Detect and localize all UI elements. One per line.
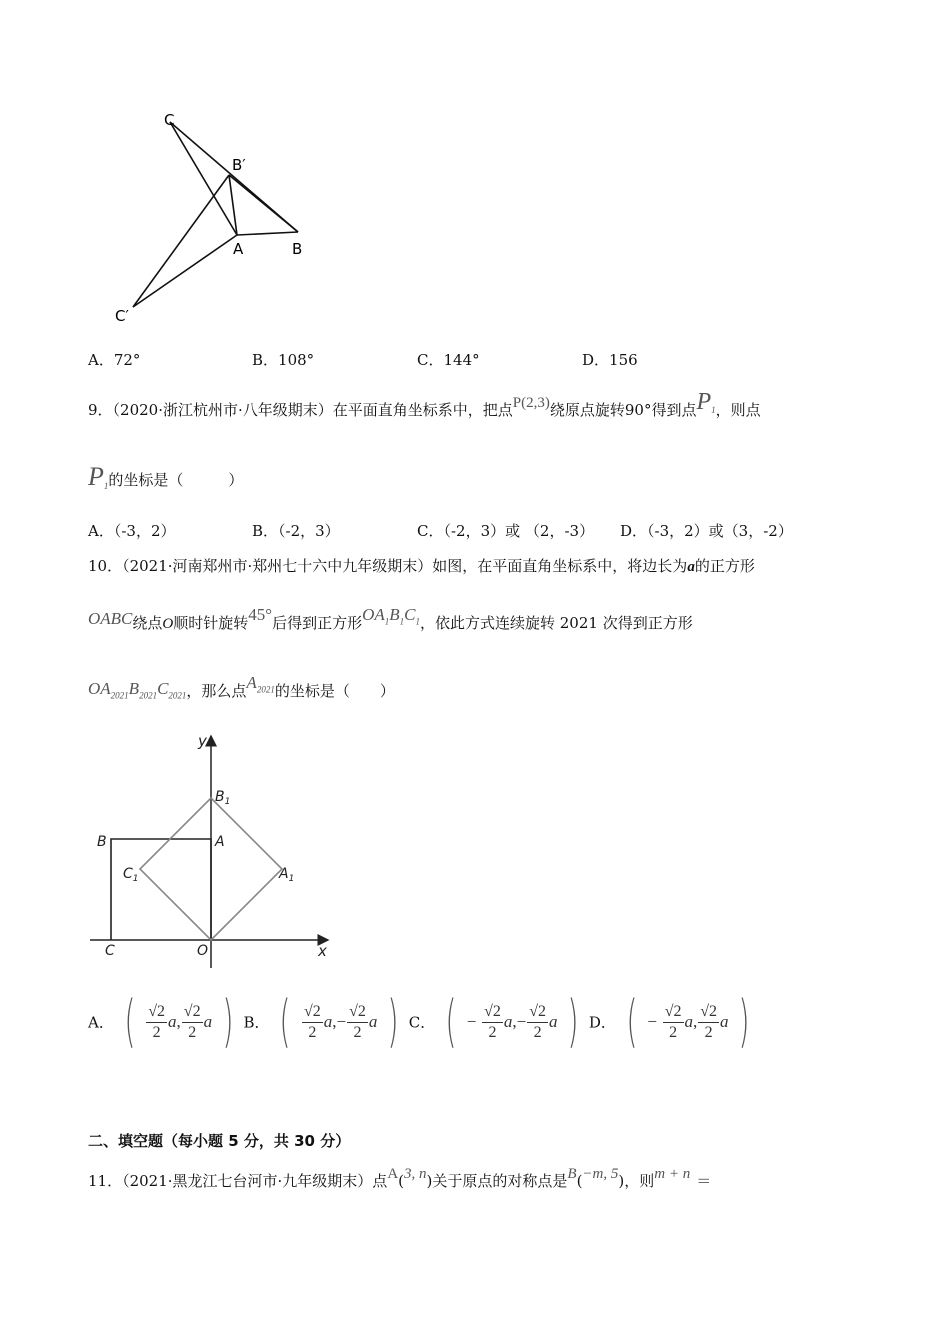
label-o: O: [197, 943, 209, 959]
label-b1: $B_1$: [215, 789, 231, 807]
square-oa2021b2021c2021: [88, 679, 187, 701]
left-paren-icon: (: [279, 989, 291, 1054]
denominator: 2: [488, 1023, 497, 1041]
sign: −: [466, 1012, 477, 1031]
q8-option-b: [252, 349, 314, 370]
denominator: 2: [152, 1023, 161, 1041]
point-a-coords: 3, n: [404, 1166, 427, 1182]
option-text: （-2，3）: [278, 522, 340, 540]
subscript: 2021: [256, 684, 275, 695]
option-letter: A．: [88, 351, 114, 369]
variable-a: a: [203, 1012, 213, 1031]
point-o: O: [162, 616, 174, 632]
section-2-heading: 二、填空题（每小题 5 分，共 30 分）: [88, 1132, 351, 1150]
question-text: 绕点: [132, 614, 163, 632]
q8-option-c: [417, 349, 480, 370]
q9-stem-line-2: [88, 462, 243, 492]
denominator: 2: [669, 1023, 678, 1041]
q9-stem-line-1: [88, 389, 761, 422]
sign: −: [336, 1012, 347, 1031]
option-letter: B．: [243, 1013, 270, 1032]
option-letter: C．: [417, 351, 444, 369]
square-oa1b1c1: [362, 605, 420, 627]
right-paren-icon: ): [738, 989, 750, 1054]
question-source-text: （2020·浙江杭州市·八年级期末）在平面直角坐标系中，把点: [112, 401, 513, 419]
variable-a: a: [503, 1012, 513, 1031]
subscript: 1: [415, 616, 420, 627]
equals-sign: ＝: [696, 1172, 712, 1190]
point-b-coords: −m, 5: [582, 1166, 619, 1182]
point-p1: P: [88, 462, 104, 491]
option-letter: C．: [408, 1013, 436, 1032]
comma: ,: [176, 1012, 181, 1031]
question-8-figure: [100, 100, 330, 330]
subscript: 1: [399, 616, 405, 627]
paren: ): [426, 1172, 433, 1190]
label-a: A: [233, 240, 244, 258]
question-text: 后得到正方形: [272, 614, 363, 632]
label-x: x: [318, 942, 327, 960]
fraction: [182, 1002, 203, 1043]
segment-cprime-bprime: [133, 175, 229, 307]
label-b: B: [292, 240, 303, 258]
option-text: 72°: [113, 351, 141, 369]
question-text: ，则点: [715, 401, 761, 419]
q10-options: [88, 989, 755, 1054]
point-a: A: [387, 1166, 399, 1182]
question-number: 10．: [88, 557, 123, 575]
question-number: 9．: [88, 401, 113, 419]
expression-m-plus-n: m + n: [654, 1166, 691, 1182]
fraction: [527, 1002, 548, 1043]
option-text: 108°: [278, 351, 315, 369]
square-part: C: [157, 679, 169, 698]
point-p1-subscript: 1: [103, 481, 109, 491]
numerator: √2: [482, 1002, 503, 1023]
q11-stem: [88, 1166, 712, 1191]
option-letter: C．: [417, 522, 444, 540]
option-text: 144°: [443, 351, 480, 369]
label-a: A: [215, 834, 225, 850]
segment-bprime-a: [229, 175, 237, 235]
question-text: 关于原点的对称点是: [432, 1172, 568, 1190]
option-letter: D．: [588, 1013, 616, 1032]
question-text: 顺时针旋转: [173, 614, 249, 632]
numerator: √2: [146, 1002, 167, 1023]
q10-stem-line-3: [88, 673, 395, 702]
segment-a-b: [237, 232, 298, 235]
option-text: （-2，3）或 （2，-3）: [443, 522, 595, 540]
numerator: √2: [698, 1002, 719, 1023]
fraction: [347, 1002, 368, 1043]
question-text: 的坐标是（ ）: [108, 471, 244, 489]
variable-a: a: [168, 1012, 177, 1031]
variable-a: a: [720, 1012, 729, 1031]
point-a2021: [246, 673, 275, 695]
label-y: y: [198, 732, 207, 750]
square-part: B: [128, 679, 140, 698]
angle-45: 45°: [248, 605, 273, 624]
variable-a: a: [323, 1012, 333, 1031]
numerator: √2: [527, 1002, 548, 1023]
left-paren-icon: (: [626, 989, 638, 1054]
paren: (: [576, 1172, 583, 1190]
point-p1: P: [696, 389, 712, 415]
point-b: B: [567, 1166, 577, 1182]
question-text: 绕原点旋转90°得到点: [549, 401, 697, 419]
square-oabc: OABC: [88, 609, 133, 628]
right-paren-icon: ): [567, 989, 579, 1054]
left-paren-icon: (: [445, 989, 457, 1054]
q9-option-a: [88, 520, 176, 541]
point-letter: A: [246, 673, 257, 692]
subscript: 2021: [168, 690, 187, 701]
q8-option-a: [88, 349, 140, 370]
question-source-text: （2021·河南郑州市·郑州七十六中九年级期末）如图，在平面直角坐标系中，将边长为: [122, 557, 688, 575]
numerator: √2: [663, 1002, 684, 1023]
question-10-figure: [85, 728, 345, 968]
question-text: 的正方形: [694, 557, 755, 575]
denominator: 2: [704, 1023, 713, 1041]
left-paren-icon: (: [124, 989, 136, 1054]
subscript: 2021: [139, 690, 158, 701]
numerator: √2: [302, 1002, 323, 1023]
option-letter: D．: [620, 522, 648, 540]
question-number: 11．: [88, 1172, 123, 1190]
q8-option-d: [582, 349, 638, 370]
q10-stem-line-2: [88, 605, 693, 634]
option-text: （-3，2）或（3，-2）: [647, 522, 793, 540]
question-source-text: （2021·黑龙江七台河市·九年级期末）点: [122, 1172, 388, 1190]
fraction: [663, 1002, 684, 1043]
sign: −: [647, 1012, 657, 1031]
square-part: C: [404, 605, 416, 624]
label-c: C: [105, 943, 115, 959]
numerator: √2: [182, 1002, 203, 1023]
paren: ): [618, 1172, 625, 1190]
option-letter: B．: [252, 351, 279, 369]
sign: −: [516, 1012, 527, 1031]
denominator: 2: [308, 1023, 317, 1041]
fraction: [146, 1002, 167, 1043]
fraction: [482, 1002, 503, 1043]
point-p1-subscript: 1: [711, 405, 716, 415]
subscript: 1: [384, 616, 390, 627]
variable-a: a: [368, 1012, 378, 1031]
option-letter: A．: [88, 1013, 114, 1032]
numerator: √2: [347, 1002, 368, 1023]
segment-cprime-a: [133, 235, 237, 307]
label-c1: $C_1$: [123, 866, 139, 884]
point-p-coords: P(2,3): [512, 395, 550, 411]
label-c: C: [164, 111, 175, 129]
subscript: 2021: [110, 690, 129, 701]
option-letter: A．: [88, 522, 114, 540]
label-b: B: [97, 834, 107, 850]
comma: ,: [332, 1012, 337, 1031]
q10-option-b: [243, 989, 405, 1054]
q9-option-c: [417, 520, 594, 541]
fraction: [698, 1002, 719, 1043]
right-paren-icon: ): [387, 989, 399, 1054]
question-text: ，依此方式连续旋转 2021 次得到正方形: [420, 614, 693, 632]
variable-a: a: [687, 559, 695, 575]
comma: ,: [512, 1012, 517, 1031]
q10-option-a: [88, 989, 239, 1054]
q10-option-c: [408, 989, 584, 1054]
option-text: （-3，2）: [113, 522, 176, 540]
question-text: 的坐标是（ ）: [274, 682, 395, 700]
denominator: 2: [533, 1023, 542, 1041]
label-b-prime: B′: [232, 156, 246, 174]
q9-option-d: [620, 520, 793, 541]
q10-option-d: [588, 989, 755, 1054]
label-a1: $A_1$: [279, 866, 295, 884]
right-paren-icon: ): [222, 989, 234, 1054]
denominator: 2: [188, 1023, 197, 1041]
comma: ,: [693, 1012, 698, 1031]
q10-stem-line-1: [88, 555, 755, 576]
question-text: ，则: [624, 1172, 655, 1190]
square-part: OA: [362, 605, 385, 624]
segment-bprime-b: [229, 175, 298, 232]
square-part: B: [389, 605, 400, 624]
q9-option-b: [252, 520, 340, 541]
label-c-prime: C′: [115, 307, 129, 325]
question-text: ，那么点: [186, 682, 247, 700]
fraction: [302, 1002, 323, 1043]
variable-a: a: [684, 1012, 693, 1031]
option-letter: B．: [252, 522, 279, 540]
square-part: OA: [88, 679, 111, 698]
paren: (: [398, 1172, 405, 1190]
option-text: 156: [609, 351, 638, 369]
option-letter: D．: [582, 351, 610, 369]
denominator: 2: [353, 1023, 362, 1041]
variable-a: a: [548, 1012, 558, 1031]
